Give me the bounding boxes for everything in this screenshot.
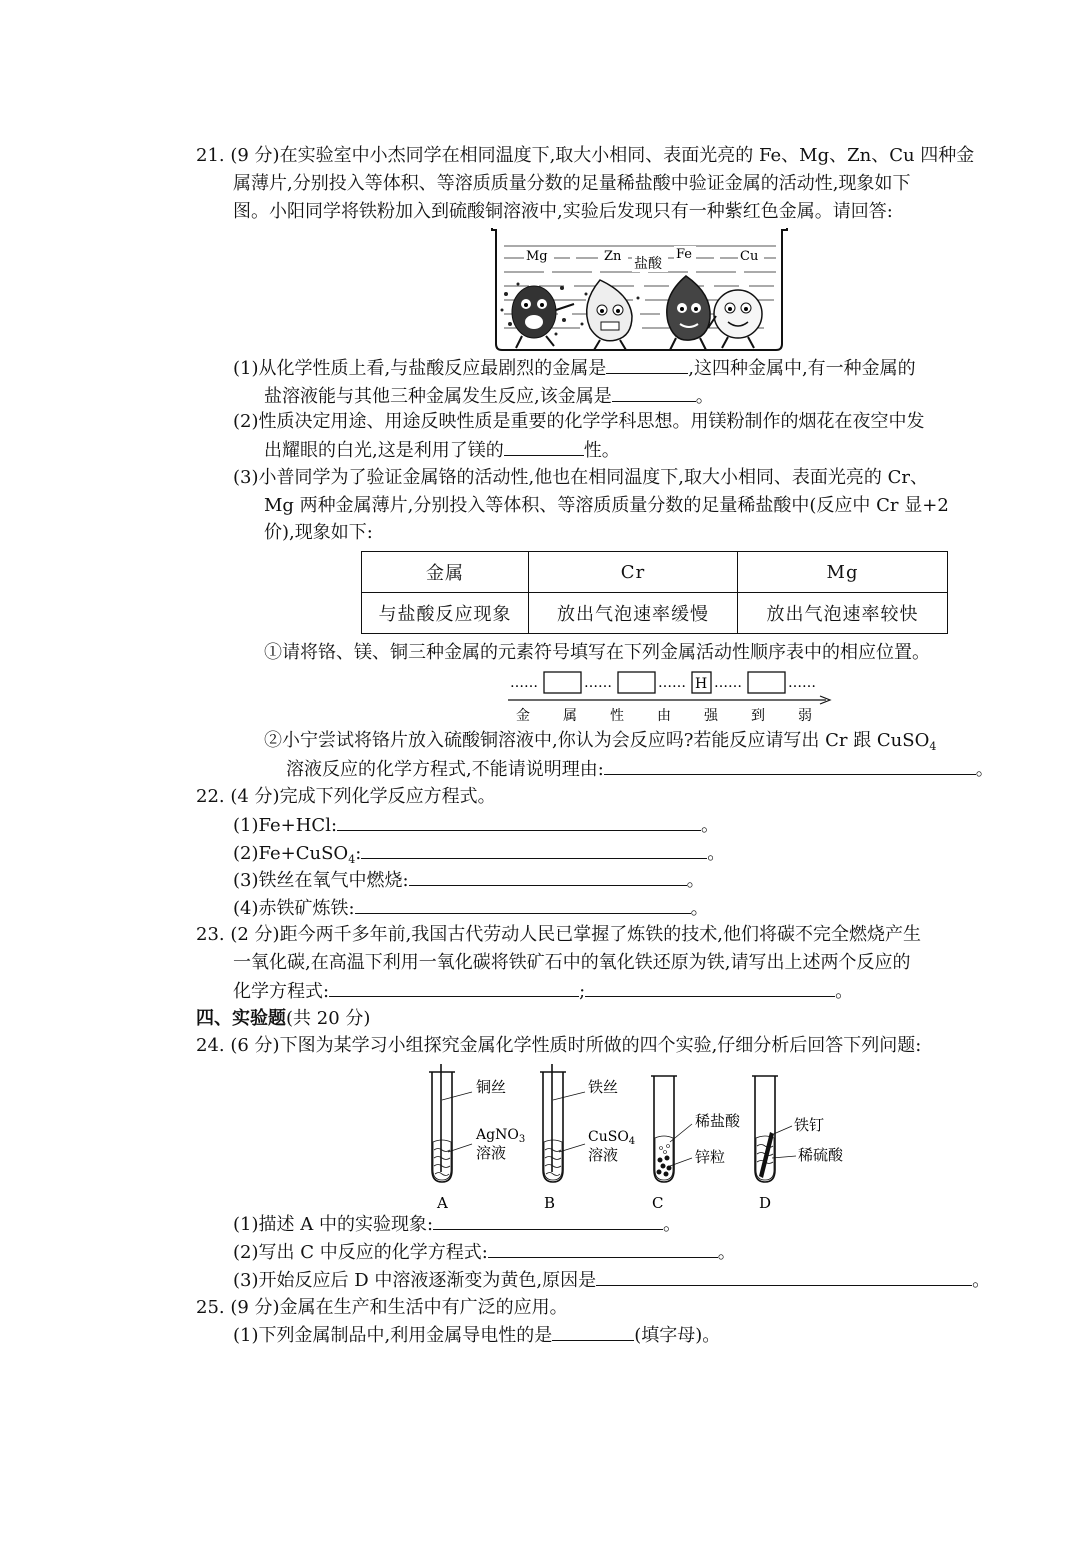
beaker-label-cu: Cu (740, 249, 759, 264)
table-cell-mg-result: 放出气泡速率较快 (738, 593, 948, 634)
series-caption-char: 由 (657, 708, 671, 724)
answer-blank-fe-cuso4[interactable] (361, 840, 707, 859)
tube-a-solution-label-2: 溶液 (476, 1144, 507, 1162)
series-blank-1[interactable] (544, 672, 581, 693)
zn-cartoon-icon (581, 280, 640, 350)
test-tube-b-icon (540, 1064, 585, 1182)
q22-item4: (4)赤铁矿炼铁: 。 (233, 895, 709, 922)
q21-part3-line1: (3)小普同学为了验证金属铬的活动性,他也在相同温度下,取大小相同、表面光亮的 Cr、 (233, 467, 929, 488)
beaker-figure (490, 224, 790, 354)
tube-d-letter: D (759, 1194, 772, 1212)
answer-blank-fe-hcl[interactable] (337, 812, 701, 831)
q23-header: 23. (2 分)距今两千多年前,我国古代劳动人民已掌握了炼铁的技术,他们将碳不完全燃烧产生 (196, 924, 922, 945)
tube-d-nail-label: 铁钉 (794, 1116, 825, 1134)
series-caption-char: 性 (610, 708, 624, 724)
q25-item1: (1)下列金属制品中,利用金属导电性的是 (填字母)。 (233, 1322, 720, 1349)
answer-blank-hematite[interactable] (355, 895, 691, 914)
tube-a-wire-label: 铜丝 (476, 1078, 507, 1096)
cu-cartoon-icon (708, 290, 762, 348)
tube-b-solution-label-2: 溶液 (588, 1146, 619, 1164)
answer-blank-most-reactive[interactable] (606, 355, 688, 374)
beaker-label-zn: Zn (604, 249, 622, 264)
table-header-metal: 金属 (362, 552, 529, 593)
q21-sub2-line1: ②小宁尝试将铬片放入硫酸铜溶液中,你认为会反应吗?若能反应请写出 Cr 跟 CuSO$_4$ (264, 730, 937, 753)
beaker-label-mg: Mg (526, 249, 548, 264)
tube-c-letter: C (652, 1194, 664, 1212)
answer-blank-fe-combustion[interactable] (409, 867, 687, 886)
activity-series-figure (506, 669, 836, 725)
q21-header: 21. (9 分)在实验室中小杰同学在相同温度下,取大小相同、表面光亮的 Fe、Mg、Zn、Cu 四种金 (196, 145, 975, 166)
q21-sub2-line2: 溶液反应的化学方程式,不能请说明理由: 。 (286, 756, 994, 783)
mg-cartoon-icon (501, 283, 575, 349)
answer-blank-property[interactable] (504, 437, 584, 456)
table-row (362, 552, 948, 593)
answer-blank-carbon-combustion[interactable] (329, 978, 579, 997)
q21-part3-line2: Mg 两种金属薄片,分别投入等体积、等溶质质量分数的足量稀盐酸中(反应中 Cr 显+2 (264, 495, 949, 516)
q21-part2-line1: (2)性质决定用途、用途反映性质是重要的化学学科思想。用镁粉制作的烟花在夜空中发 (233, 411, 925, 432)
tube-c-acid-label: 稀盐酸 (695, 1112, 741, 1130)
q21-part1-line2: 盐溶液能与其他三种金属发生反应,该金属是 。 (264, 383, 714, 410)
tube-b-solution-label: CuSO$_4$ (588, 1129, 636, 1147)
answer-blank-salt-metal[interactable] (612, 383, 696, 402)
q23-line-2: 一氧化碳,在高温下利用一氧化碳将铁矿石中的氧化铁还原为铁,请写出上述两个反应的 (233, 952, 911, 973)
series-dots: …… (584, 675, 612, 691)
answer-blank-co-reduction[interactable] (585, 978, 835, 997)
q23-line-3: 化学方程式: ; 。 (233, 978, 853, 1005)
series-blank-2[interactable] (618, 672, 655, 693)
tube-a-letter: A (437, 1194, 448, 1212)
series-dots: …… (788, 675, 816, 691)
table-header-mg: Mg (738, 552, 948, 593)
metal-reaction-table (361, 551, 948, 634)
q24-item3: (3)开始反应后 D 中溶液逐渐变为黄色,原因是 。 (233, 1267, 990, 1294)
series-caption-char: 弱 (798, 708, 812, 724)
q24-header: 24. (6 分)下图为某学习小组探究金属化学性质时所做的四个实验,仔细分析后回答下列问题: (196, 1035, 922, 1056)
tube-c-solid-label: 锌粒 (695, 1148, 726, 1166)
q24-item2: (2)写出 C 中反应的化学方程式: 。 (233, 1239, 736, 1266)
series-dots: …… (658, 675, 686, 691)
table-cell-cr-result: 放出气泡速率缓慢 (529, 593, 738, 634)
answer-blank-c-equation[interactable] (488, 1239, 718, 1258)
section-title: 四、实验题(共 20 分) (196, 1008, 371, 1029)
series-caption-char: 强 (704, 708, 718, 724)
q21-part3-line3: 价),现象如下: (264, 522, 373, 543)
q21-line-2: 属薄片,分别投入等体积、等溶质质量分数的足量稀盐酸中验证金属的活动性,现象如下 (233, 173, 911, 194)
q21-part2-line2: 出耀眼的白光,这是利用了镁的 性。 (264, 437, 620, 464)
table-header-cr: Cr (529, 552, 738, 593)
answer-blank-cr-cuso4[interactable] (604, 756, 976, 775)
q25-header: 25. (9 分)金属在生产和生活中有广泛的应用。 (196, 1297, 568, 1318)
fe-cartoon-icon (667, 276, 710, 350)
series-blank-3[interactable] (748, 672, 785, 693)
tube-b-letter: B (544, 1194, 556, 1212)
q24-item1: (1)描述 A 中的实验现象: 。 (233, 1211, 681, 1238)
test-tube-d-icon (752, 1076, 796, 1182)
series-caption-char: 到 (751, 708, 765, 724)
test-tube-c-icon (651, 1076, 692, 1182)
series-caption-char: 属 (563, 708, 577, 724)
answer-blank-d-reason[interactable] (596, 1267, 972, 1286)
beaker-label-fe: Fe (676, 247, 693, 262)
series-caption-char: 金 (516, 708, 530, 724)
series-dots: …… (510, 675, 538, 691)
beaker-label-acid: 盐酸 (634, 256, 662, 272)
series-hydrogen: H (695, 676, 708, 692)
table-row (362, 593, 948, 634)
test-tube-a-icon (429, 1064, 472, 1182)
tube-d-acid-label: 稀硫酸 (798, 1146, 844, 1164)
tube-a-solution-label: AgNO$_3$ (476, 1127, 526, 1145)
answer-blank-conductivity[interactable] (552, 1322, 634, 1341)
tube-b-wire-label: 铁丝 (588, 1078, 619, 1096)
q21-line-3: 图。小阳同学将铁粉加入到硫酸铜溶液中,实验后发现只有一种紫红色金属。请回答: (233, 201, 893, 222)
q22-header: 22. (4 分)完成下列化学反应方程式。 (196, 786, 496, 807)
q22-item1: (1)Fe+HCl: 。 (233, 812, 719, 839)
table-cell-phenomenon-label: 与盐酸反应现象 (362, 593, 529, 634)
q22-item2: (2)Fe+CuSO$_4$: 。 (233, 840, 725, 867)
q21-sub1: ①请将铬、镁、铜三种金属的元素符号填写在下列金属活动性顺序表中的相应位置。 (264, 642, 930, 663)
answer-blank-a-phenomenon[interactable] (433, 1211, 663, 1230)
q22-item3: (3)铁丝在氧气中燃烧: 。 (233, 867, 705, 894)
series-dots: …… (714, 675, 742, 691)
test-tube-figure (420, 1062, 860, 1214)
q21-part1-line1: (1)从化学性质上看,与盐酸反应最剧烈的金属是 ,这四种金属中,有一种金属的 (233, 355, 916, 382)
